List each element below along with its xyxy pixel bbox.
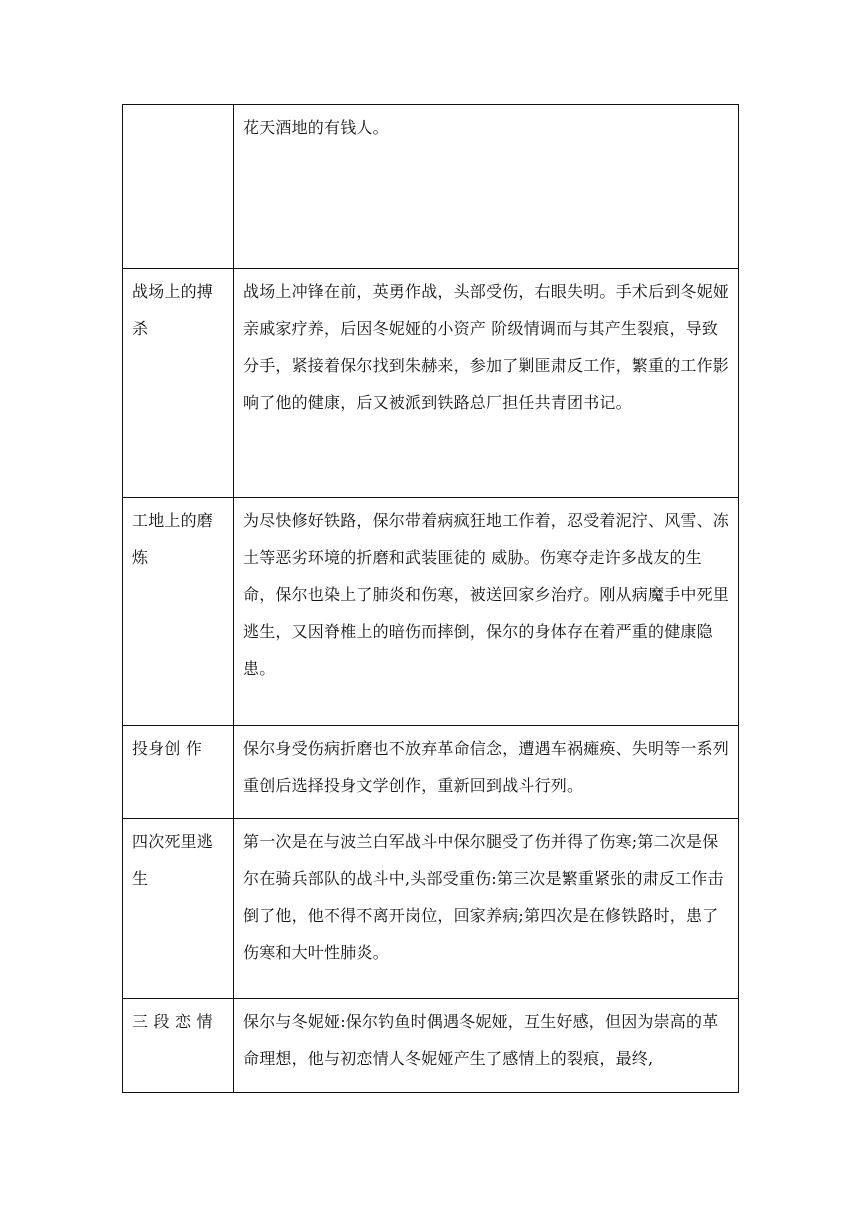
- table-row: [123, 269, 739, 498]
- row-text: 花天酒地的有钱人。: [234, 105, 739, 269]
- row-label: 战场上的搏杀: [123, 269, 234, 498]
- row-text: 第一次是在与波兰白军战斗中保尔腿受了伤并得了伤寒;第二次是保尔在骑兵部队的战斗中,头部受重伤:第三次是繁重紧张的肃反工作击倒了他，他不得不离开岗位，回家养病;第四次是在修铁路时，患了伤寒和大叶性肺炎。: [234, 819, 739, 999]
- row-label: 工地上的磨炼: [123, 498, 234, 726]
- table-row: [123, 498, 739, 726]
- row-label: [123, 105, 234, 269]
- table-row: [123, 999, 739, 1093]
- row-text: 保尔身受伤病折磨也不放弃革命信念，遭遇车祸瘫痪、失明等一系列重创后选择投身文学创作，重新回到战斗行列。: [234, 726, 739, 819]
- row-label: 三 段 恋 情: [123, 999, 234, 1093]
- row-label: 四次死里逃生: [123, 819, 234, 999]
- row-label: 投身创 作: [123, 726, 234, 819]
- table-row: [123, 105, 739, 269]
- row-text: 保尔与冬妮娅:保尔钓鱼时偶遇冬妮娅，互生好感，但因为崇高的革命理想，他与初恋情人冬妮娅产生了感情上的裂痕，最终,: [234, 999, 739, 1093]
- content-table: [122, 104, 739, 1093]
- table-row: [123, 726, 739, 819]
- row-text: 战场上冲锋在前，英勇作战，头部受伤，右眼失明。手术后到冬妮娅亲戚家疗养，后因冬妮娅的小资产 阶级情调而与其产生裂痕，导致分手，紧接着保尔找到朱赫来，参加了剿匪肃反工作，繁重的工作影响了他的健康，后又被派到铁路总厂担任共青团书记。: [234, 269, 739, 498]
- table-row: [123, 819, 739, 999]
- row-text: 为尽快修好铁路，保尔带着病疯狂地工作着，忍受着泥泞、风雪、冻土等恶劣环境的折磨和武装匪徒的 威胁。伤寒夺走许多战友的生命，保尔也染上了肺炎和伤寒，被送回家乡治疗。刚从病魔手中死里逃生，又因脊椎上的暗伤而摔倒，保尔的身体存在着严重的健康隐患。: [234, 498, 739, 726]
